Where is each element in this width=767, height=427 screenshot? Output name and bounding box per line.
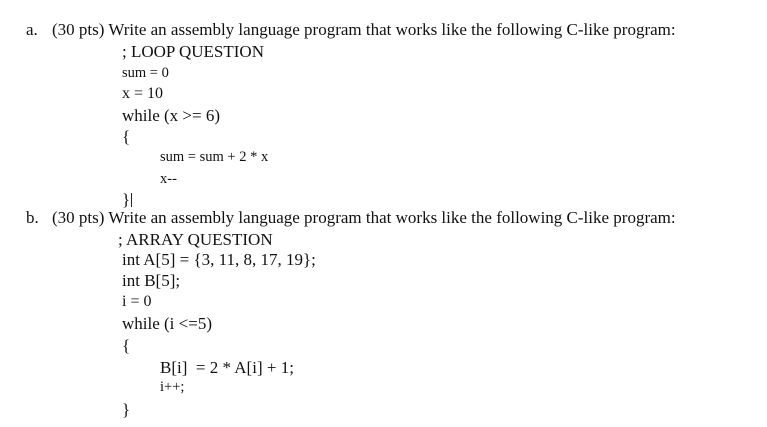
code-line [122, 191, 132, 208]
code-line: sum = sum + 2 * x [160, 149, 269, 165]
question-b-heading: (30 pts) Write an assembly language program that works like the following C-like program: [52, 208, 676, 227]
code-closing-brace: } [122, 190, 131, 209]
code-line: int A[5] = {3, 11, 8, 17, 19}; [122, 250, 316, 269]
code-line: int B[5]; [122, 271, 181, 290]
code-comment: ; ARRAY QUESTION [118, 230, 273, 249]
code-line: i++; [160, 379, 185, 395]
question-b-label: b. [26, 208, 39, 227]
question-a-heading: (30 pts) Write an assembly language program that works like the following C-like program: [52, 20, 676, 39]
code-line: { [122, 127, 131, 146]
code-line: while (x >= 6) [122, 106, 221, 125]
code-line: x = 10 [122, 85, 164, 102]
code-closing-brace: } [122, 400, 131, 419]
code-comment: ; LOOP QUESTION [122, 42, 264, 61]
code-line: i = 0 [122, 293, 152, 310]
code-line: sum = 0 [122, 65, 169, 81]
code-line: { [122, 336, 131, 355]
text-cursor [131, 193, 132, 207]
code-line: while (i <=5) [122, 314, 212, 333]
code-line: B[i] = 2 * A[i] + 1; [160, 358, 294, 377]
code-line: x-- [160, 171, 177, 187]
question-a-label: a. [26, 20, 38, 39]
